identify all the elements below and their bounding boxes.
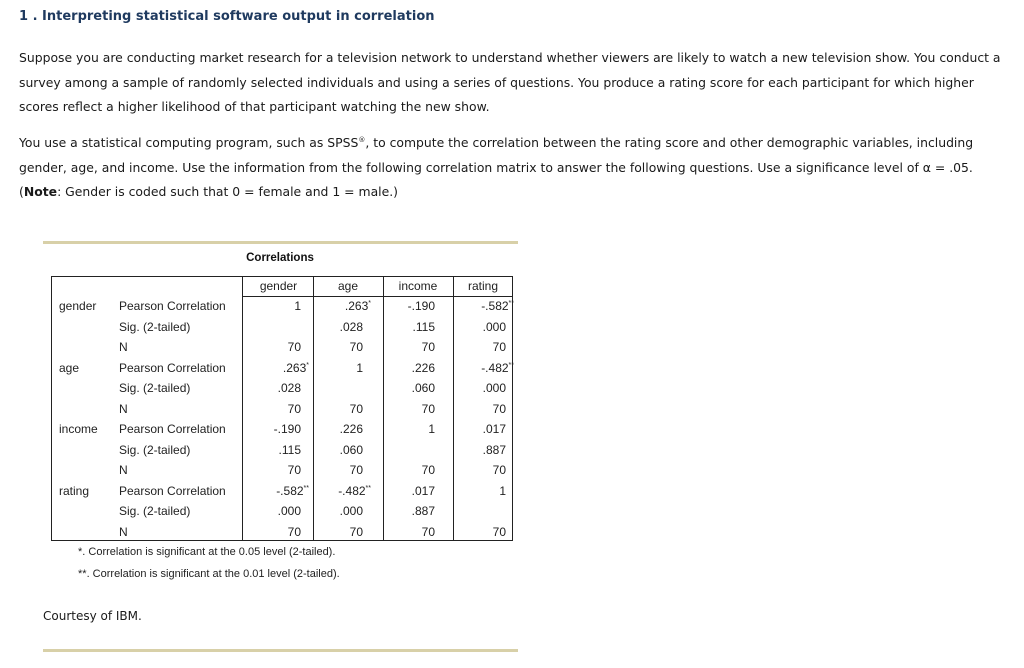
table-cell	[313, 522, 363, 542]
cell-value: .000	[277, 504, 301, 518]
stat-label: N	[119, 524, 128, 539]
note-label: Note	[23, 184, 58, 199]
stat-label: Pearson Correlation	[119, 360, 226, 375]
cell-value: 1	[428, 422, 435, 436]
cell-value: 70	[287, 340, 301, 354]
cell-value: 70	[349, 340, 363, 354]
footnote-1-text: . Correlation is significant at the 0.05 level (2-tailed).	[82, 546, 336, 558]
table-cell	[243, 378, 301, 398]
table-cell	[453, 317, 506, 337]
footnote-2-mark: **	[78, 568, 87, 580]
cell-value: .028	[339, 319, 363, 334]
cell-value: 1	[499, 483, 506, 498]
cell-value: .115	[412, 319, 435, 334]
cell-value: 70	[349, 401, 363, 416]
cell-value: .000	[339, 504, 363, 518]
table-cell	[313, 317, 363, 337]
table-cell	[243, 358, 309, 378]
table-cell	[243, 440, 301, 460]
cell-value: 70	[492, 401, 506, 416]
table-cell	[313, 501, 363, 521]
table-cell	[313, 460, 363, 480]
footnote-2-text: . Correlation is significant at the 0.01 level (2-tailed).	[86, 568, 340, 580]
stat-label: Pearson Correlation	[119, 483, 226, 498]
cell-value: -.190	[407, 299, 435, 313]
table-cell	[453, 378, 506, 398]
table-cell	[383, 399, 435, 419]
cell-value: 70	[287, 401, 301, 416]
column-header-age: age	[337, 279, 359, 293]
cell-value: -.190	[273, 422, 301, 436]
table-cell	[453, 440, 506, 460]
cell-value: 70	[492, 340, 506, 354]
table-cell	[383, 501, 435, 521]
table-cell	[383, 337, 435, 357]
significance-mark: **	[508, 300, 514, 307]
table-cell	[453, 399, 506, 419]
cell-value: .887	[411, 504, 435, 518]
table-cell	[243, 337, 301, 357]
footnote-1-mark: *	[78, 546, 83, 558]
cell-value: 70	[421, 401, 435, 416]
table-cell	[453, 337, 506, 357]
stat-label: Sig. (2-tailed)	[119, 381, 191, 395]
stat-label: N	[119, 340, 128, 354]
row-variable-income: income	[59, 422, 98, 436]
cell-value: .263	[282, 360, 307, 375]
paragraph-2-text-c: : Gender is coded such that 0 = female and 1 = male.)	[57, 184, 398, 199]
cell-value: .000	[482, 381, 506, 395]
table-cell	[313, 481, 371, 501]
cell-value: .017	[411, 483, 435, 498]
table-cell	[383, 317, 435, 337]
table-cell	[383, 378, 435, 398]
stat-label: Pearson Correlation	[119, 299, 226, 313]
cell-value: .060	[411, 381, 435, 395]
column-header-rating: rating	[467, 279, 499, 293]
table-cell	[453, 522, 506, 542]
table-cell	[313, 378, 363, 398]
cell-value: .000	[482, 319, 506, 334]
cell-value: 70	[349, 524, 363, 539]
table-cell	[313, 399, 363, 419]
table-cell	[383, 440, 435, 460]
significance-mark: *	[368, 300, 371, 307]
cell-value: 1	[294, 299, 301, 313]
table-cell	[453, 296, 514, 316]
table-cell	[243, 460, 301, 480]
column-header-gender: gender	[259, 279, 298, 293]
table-cell	[453, 419, 506, 439]
cell-value: 70	[421, 340, 435, 354]
cell-value: .017	[482, 422, 506, 436]
table-cell	[383, 460, 435, 480]
table-cell	[313, 296, 371, 316]
stat-label: Pearson Correlation	[119, 422, 226, 436]
table-cell	[383, 419, 435, 439]
significance-mark: **	[365, 484, 371, 492]
cell-value: .226	[411, 360, 435, 375]
stat-label: N	[119, 463, 128, 477]
table-cell	[243, 501, 301, 521]
cell-value: -.482	[338, 483, 366, 498]
table-cell	[243, 296, 301, 316]
table-cell	[383, 522, 435, 542]
courtesy-credit: Courtesy of IBM.	[43, 609, 142, 623]
cell-value: -.582	[481, 299, 509, 313]
cell-value: .263	[344, 299, 369, 313]
cell-value: 70	[349, 463, 363, 477]
top-divider	[43, 241, 518, 244]
bottom-divider	[43, 649, 518, 652]
footnote-1	[78, 546, 335, 558]
cell-value: .028	[277, 381, 301, 395]
table-cell	[453, 460, 506, 480]
table-cell	[313, 337, 363, 357]
table-cell	[383, 296, 435, 316]
table-cell	[243, 317, 301, 337]
table-cell	[383, 358, 435, 378]
cell-value: .226	[339, 422, 363, 436]
table-title: Correlations	[246, 252, 314, 264]
table-cell	[243, 481, 309, 501]
table-cell	[243, 522, 301, 542]
cell-value: -.582	[276, 483, 304, 498]
table-cell	[313, 419, 363, 439]
row-variable-gender: gender	[59, 299, 97, 313]
cell-value: .887	[482, 442, 506, 457]
paragraph-2-text-a: You use a statistical computing program, such as SPSS	[19, 135, 359, 150]
row-variable-age: age	[59, 360, 80, 375]
cell-value: .060	[339, 442, 363, 457]
table-cell	[243, 399, 301, 419]
table-cell	[243, 419, 301, 439]
question-paragraph-1: Suppose you are conducting market research for a television network to understand whether viewers are likely to watch a new television show. You conduct a survey among a sample of randomly selected individuals and using a series of questions. You produce a rating score for each participant for which higher scores reflect a higher likelihood of that participant watching the new show.	[19, 50, 1001, 114]
cell-value: .115	[278, 442, 301, 457]
column-header-income: income	[398, 279, 438, 293]
significance-mark: *	[306, 361, 309, 369]
cell-value: -.482	[481, 360, 509, 375]
cell-value: 70	[421, 463, 435, 477]
cell-value: 70	[287, 463, 301, 477]
stat-label: Sig. (2-tailed)	[119, 319, 191, 334]
table-cell	[453, 358, 514, 378]
cell-value: 1	[356, 360, 363, 375]
paragraph-2-text-b: , to compute the correlation between the rating score and other demographic variables, including gender, age, and income. Use the information from the following correlation matrix to answer the following questions. Use a significance level of α = .05. (	[19, 135, 974, 199]
table-cell	[453, 481, 506, 501]
cell-value: 70	[287, 524, 301, 539]
significance-mark: **	[303, 484, 309, 492]
row-variable-rating: rating	[59, 483, 90, 498]
table-cell	[313, 440, 363, 460]
cell-value: 70	[421, 524, 435, 539]
stat-label: Sig. (2-tailed)	[119, 504, 191, 518]
cell-value: 70	[492, 524, 506, 539]
question-title: 1 . Interpreting statistical software output in correlation	[19, 9, 435, 24]
footnote-2	[78, 568, 340, 580]
cell-value: 70	[492, 463, 506, 477]
table-cell	[453, 501, 506, 521]
table-cell	[383, 481, 435, 501]
question-paragraph-2	[19, 131, 1009, 205]
stat-label: Sig. (2-tailed)	[119, 442, 191, 457]
registered-mark: ®	[358, 135, 366, 144]
significance-mark: **	[508, 361, 514, 369]
table-cell	[313, 358, 363, 378]
stat-label: N	[119, 401, 128, 416]
